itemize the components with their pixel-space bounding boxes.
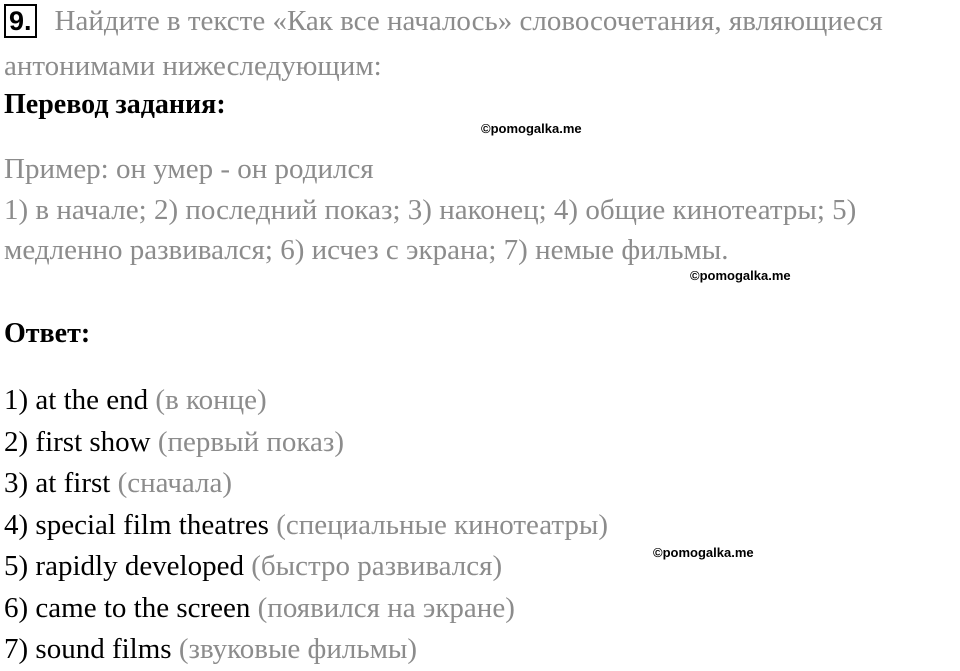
watermark: ©pomogalka.me: [653, 545, 754, 560]
task-number-badge: 9.: [4, 4, 37, 38]
answer-number: 6): [4, 591, 29, 624]
answer-number: 4): [4, 508, 29, 541]
answer-item: [4, 629, 608, 671]
answer-number: 3): [4, 467, 29, 499]
task-text-line-2: антонимами нижеследующим:: [4, 50, 382, 82]
answer-number: 5): [4, 550, 29, 582]
answer-item: [4, 588, 608, 630]
answer-russian: (появился на экране): [257, 591, 515, 624]
answer-list: [4, 380, 608, 671]
answer-item: [4, 463, 608, 505]
translation-heading: Перевод задания:: [4, 89, 226, 120]
answer-russian: (в конце): [155, 384, 267, 416]
task-statement-line-1: [4, 4, 883, 38]
answer-number: 2): [4, 425, 29, 458]
answer-number: 7): [4, 633, 29, 665]
answer-item: [4, 505, 608, 547]
answer-english: special film theatres: [35, 508, 269, 541]
answer-english: rapidly developed: [35, 550, 244, 582]
translation-example: Пример: он умер - он родился: [4, 153, 374, 185]
answer-heading: Ответ:: [4, 318, 91, 349]
answer-russian: (сначала): [117, 467, 233, 499]
translation-list-line-1: 1) в начале; 2) последний показ; 3) наконец; 4) общие кинотеатры; 5): [4, 194, 857, 226]
answer-item: [4, 546, 608, 588]
answer-russian: (быстро развивался): [251, 550, 503, 582]
answer-item: [4, 380, 608, 422]
answer-russian: (звуковые фильмы): [178, 633, 418, 665]
answer-russian: (специальные кинотеатры): [276, 508, 609, 541]
watermark: ©pomogalka.me: [690, 268, 791, 283]
answer-english: sound films: [35, 633, 172, 665]
task-text-line-1: Найдите в тексте «Как все началось» словосочетания, являющиеся: [54, 5, 883, 37]
watermark: ©pomogalka.me: [481, 121, 582, 136]
answer-english: at first: [35, 467, 111, 499]
answer-russian: (первый показ): [157, 425, 345, 458]
answer-english: first show: [35, 425, 151, 458]
translation-list-line-2: медленно развивался; 6) исчез с экрана; 7) немые фильмы.: [4, 234, 729, 266]
answer-item: [4, 422, 608, 464]
answer-number: 1): [4, 384, 29, 416]
answer-english: at the end: [35, 384, 149, 416]
answer-english: came to the screen: [35, 591, 251, 624]
